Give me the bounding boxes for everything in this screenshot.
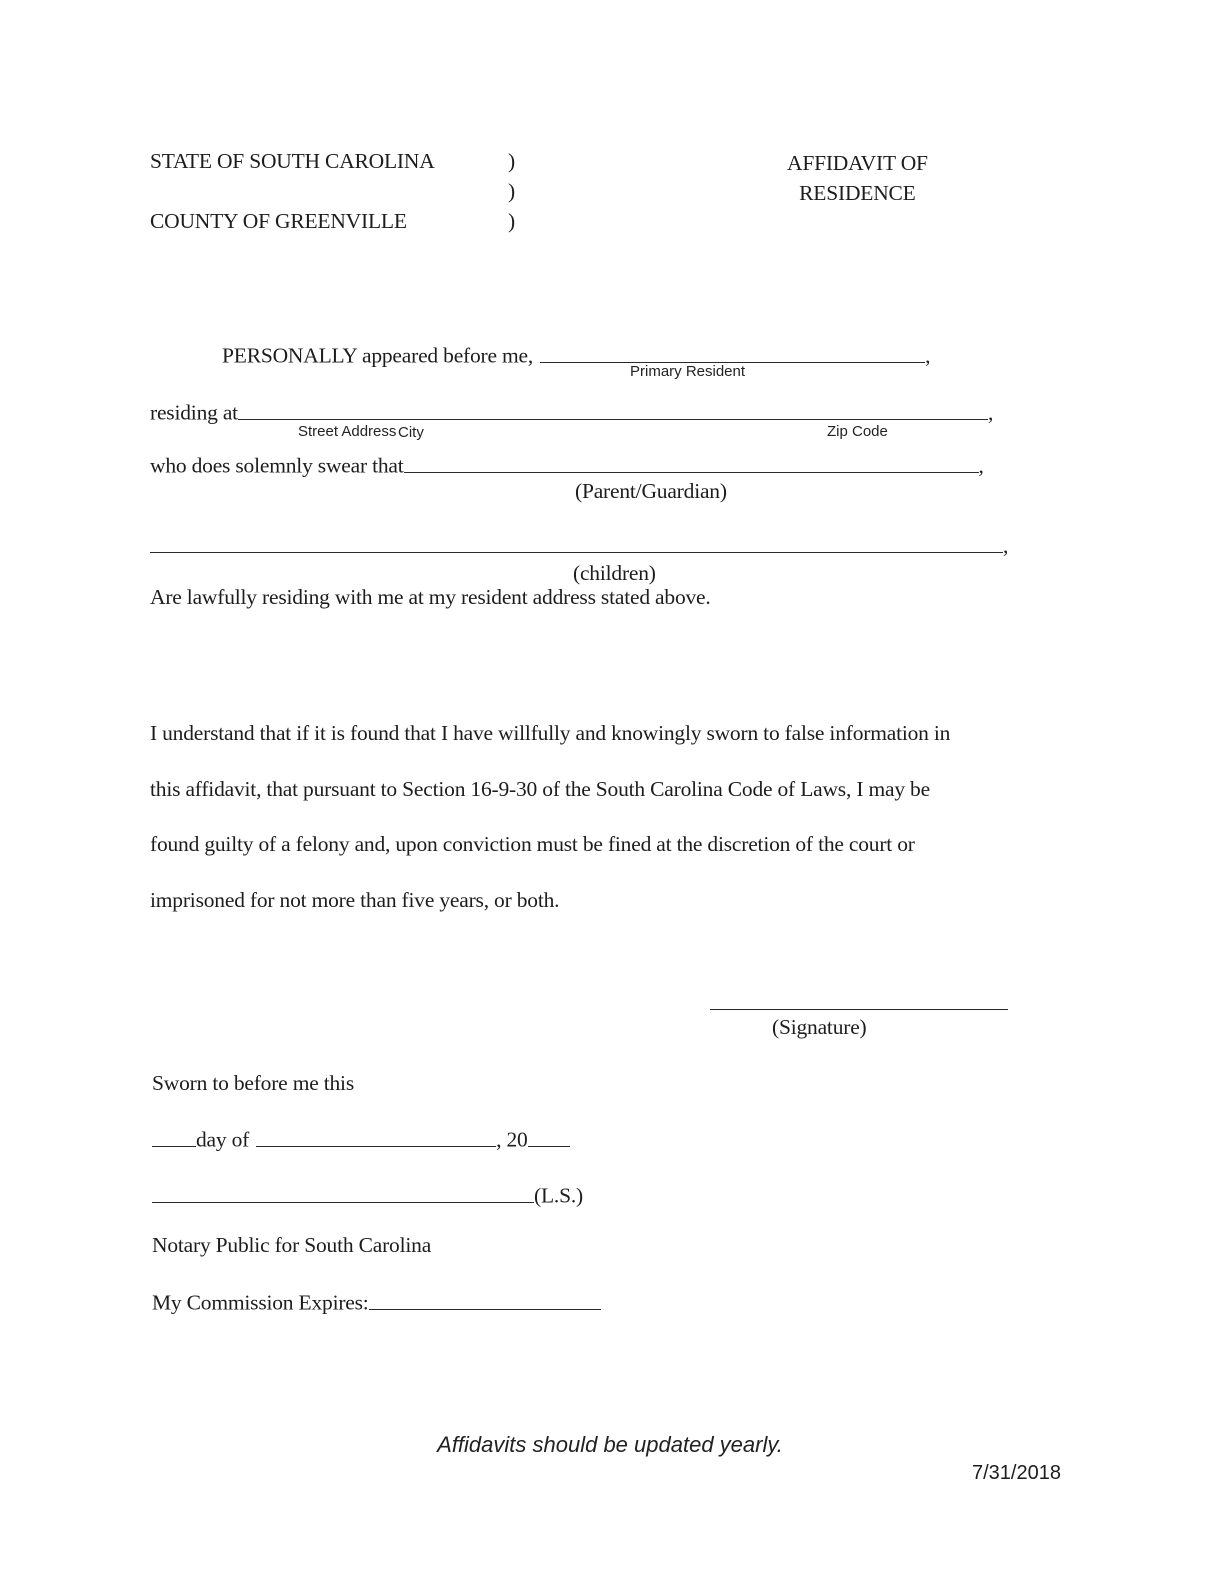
comma-mark: ,: [987, 400, 994, 425]
title-line-1: AFFIDAVIT OF: [787, 151, 928, 175]
personally-text: PERSONALLY appeared before me,: [222, 343, 534, 368]
children-line: [150, 530, 1008, 559]
notary-public-text: Notary Public for South Carolina: [152, 1233, 432, 1257]
commission-text: My Commission Expires:: [152, 1290, 369, 1315]
paren-mark-middle: ): [508, 179, 515, 203]
signature-blank[interactable]: [710, 987, 1008, 1010]
notary-signature-line: [152, 1180, 583, 1209]
revision-date: 7/31/2018: [972, 1462, 1061, 1484]
address-blank[interactable]: [238, 397, 988, 420]
update-yearly-note: Affidavits should be updated yearly.: [437, 1432, 783, 1457]
statement-line-3: found guilty of a felony and, upon conviction must be fined at the discretion of the court or: [150, 832, 915, 856]
primary-resident-label: Primary Resident: [630, 363, 746, 380]
commission-expiry-blank[interactable]: [369, 1287, 601, 1310]
swear-text: who does solemnly swear that: [150, 453, 404, 478]
street-address-label: Street Address: [298, 423, 397, 440]
city-label: City: [398, 424, 424, 441]
parent-guardian-label: (Parent/Guardian): [575, 479, 727, 503]
statement-line-2: this affidavit, that pursuant to Section 16-9-30 of the South Carolina Code of Laws, I may be: [150, 777, 930, 801]
county-line: COUNTY OF GREENVILLE: [150, 209, 407, 233]
comma-mark: ,: [925, 343, 931, 368]
document-title: [787, 148, 928, 208]
title-line-2: RESIDENCE: [799, 181, 916, 205]
statement-line-1: I understand that if it is found that I have willfully and knowingly sworn to false information in: [150, 721, 951, 745]
residing-at-line: [150, 397, 993, 426]
ls-text: (L.S.): [534, 1183, 583, 1208]
sworn-text: Sworn to before me this: [152, 1071, 355, 1095]
residing-at-text: residing at: [150, 400, 238, 425]
month-blank[interactable]: [256, 1124, 496, 1147]
notary-signature-blank[interactable]: [152, 1180, 534, 1203]
swear-line: [150, 450, 984, 479]
paren-mark-top: ): [508, 149, 515, 173]
zip-code-label: Zip Code: [827, 423, 888, 440]
signature-line: [710, 987, 1008, 1016]
day-of-line: [152, 1124, 570, 1153]
personally-line: [222, 340, 930, 369]
children-label: (children): [573, 561, 656, 585]
statement-line-4: imprisoned for not more than five years, or both.: [150, 888, 560, 912]
parent-guardian-blank[interactable]: [404, 450, 979, 473]
day-of-text: day of: [196, 1127, 250, 1152]
children-blank[interactable]: [150, 530, 1003, 553]
year-blank[interactable]: [528, 1124, 570, 1147]
comma-mark: ,: [978, 453, 984, 478]
state-line: STATE OF SOUTH CAROLINA: [150, 149, 435, 173]
primary-resident-blank[interactable]: [540, 340, 925, 363]
comma-20-text: , 20: [496, 1127, 528, 1152]
paren-mark-bottom: ): [508, 209, 515, 233]
commission-line: [152, 1287, 601, 1316]
comma-mark: ,: [1003, 533, 1009, 558]
signature-label: (Signature): [772, 1015, 867, 1039]
day-blank[interactable]: [152, 1124, 196, 1147]
lawfully-residing-text: Are lawfully residing with me at my resident address stated above.: [150, 585, 711, 609]
